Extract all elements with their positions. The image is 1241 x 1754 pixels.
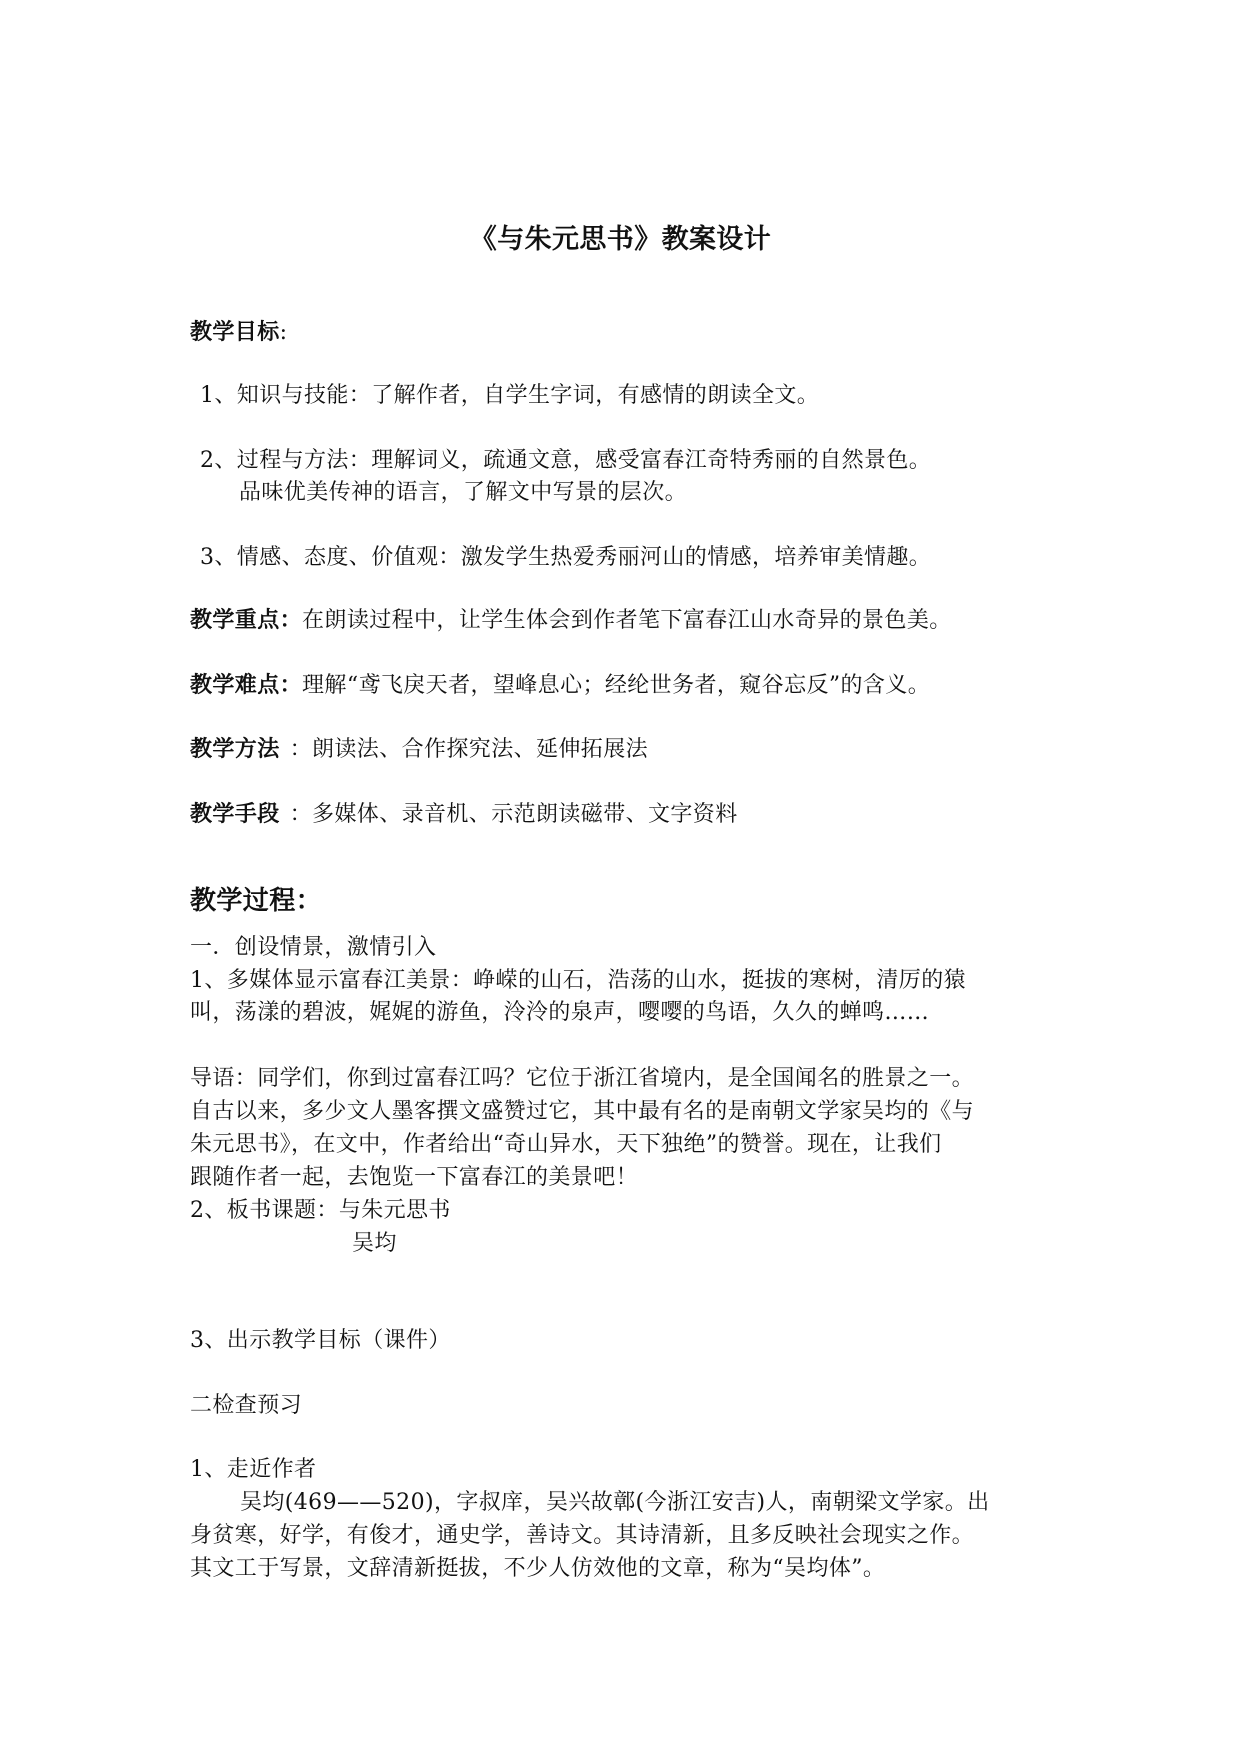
- author-line-1: 吴均(469——520)，字叔庠，吴兴故鄣(今浙江安吉)人，南朝梁文学家。出: [240, 1490, 990, 1515]
- difficulty-label: 教学难点：: [190, 673, 303, 698]
- means-text: ：多媒体、录音机、示范朗读磁带、文字资料: [289, 802, 738, 827]
- item-2-title: 与朱元思书: [338, 1198, 451, 1223]
- objective-2-continued: 品味优美传神的语言，了解文中写景的层次。: [239, 480, 688, 505]
- difficulty: [190, 671, 930, 701]
- intro-line-3: 朱元思书》，在文中，作者给出“奇山异水，天下独绝”的赞誉。现在，让我们: [190, 1132, 942, 1157]
- author-line-3: 其文工于写景，文辞清新挺拔，不少人仿效他的文章，称为“吴均体”。: [190, 1556, 886, 1581]
- means-label: 教学手段: [190, 802, 280, 827]
- item-1-line-2: 叫，荡漾的碧波，娓娓的游鱼，泠泠的泉声，嘤嘤的鸟语，久久的蝉鸣……: [190, 1000, 930, 1025]
- intro-line-4: 跟随作者一起，去饱览一下富春江的美景吧！: [190, 1165, 639, 1190]
- objectives-heading: [190, 318, 287, 348]
- key-point-text: 在朗读过程中，让学生体会到作者笔下富春江山水奇异的景色美。: [302, 608, 952, 633]
- item-2-label: 2、板书课题：: [190, 1198, 339, 1223]
- intro-line-1: 导语：同学们，你到过富春江吗？它位于浙江省境内，是全国闻名的胜景之一。: [190, 1066, 975, 1091]
- objectives-label: 教学目标: [190, 320, 280, 345]
- section-1-heading: 一．创设情景，激情引入: [190, 935, 437, 960]
- item-1-line-1: 1、多媒体显示富春江美景：峥嵘的山石，浩荡的山水，挺拔的寒树，清厉的猿: [190, 968, 966, 993]
- page-title: 《与朱元思书》教案设计: [469, 224, 772, 255]
- section-2-heading: 二检查预习: [190, 1393, 303, 1418]
- item-3: 3、出示教学目标（课件）: [190, 1328, 451, 1353]
- method-label: 教学方法: [190, 737, 280, 762]
- process-heading: 教学过程：: [190, 886, 323, 916]
- difficulty-text: 理解“鸢飞戾天者，望峰息心；经纶世务者，窥谷忘反”的含义。: [302, 673, 931, 698]
- key-point-label: 教学重点：: [190, 608, 303, 633]
- teaching-means: [190, 800, 738, 830]
- author-line-2: 身贫寒，好学，有俊才，通史学，善诗文。其诗清新，且多反映社会现实之作。: [190, 1523, 975, 1548]
- teaching-method: [190, 735, 648, 765]
- method-text: ：朗读法、合作探究法、延伸拓展法: [289, 737, 649, 762]
- item-2-author: 吴均: [352, 1231, 397, 1256]
- objective-3: 3、情感、态度、价值观：激发学生热爱秀丽河山的情感，培养审美情趣。: [200, 545, 932, 570]
- author-heading: 1、走近作者: [190, 1457, 317, 1482]
- key-point: [190, 606, 952, 636]
- item-2: [190, 1196, 451, 1226]
- intro-line-2: 自古以来，多少文人墨客撰文盛赞过它，其中最有名的是南朝文学家吴均的《与: [190, 1099, 975, 1124]
- objective-1: 1、知识与技能：了解作者，自学生字词，有感情的朗读全文。: [200, 383, 820, 408]
- objectives-colon: :: [279, 320, 288, 345]
- objective-2: 2、过程与方法：理解词义，疏通文意，感受富春江奇特秀丽的自然景色。: [200, 448, 932, 473]
